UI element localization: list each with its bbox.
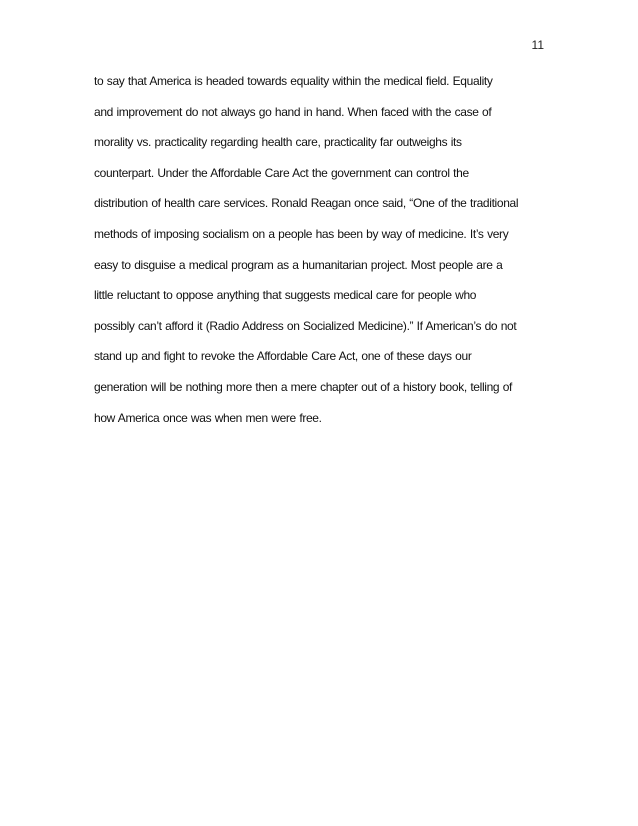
body-paragraph: [94, 68, 554, 435]
text-line: methods of imposing socialism on a people has been by way of medicine. It’s very: [94, 226, 509, 241]
text-line: little reluctant to oppose anything that suggests medical care for people who: [94, 288, 477, 303]
text-line: morality vs. practicality regarding health care, practicality far outweighs its: [94, 135, 462, 150]
page-number: 11: [531, 38, 544, 52]
text-line: easy to disguise a medical program as a humanitarian project. Most people are a: [94, 257, 503, 272]
text-line: stand up and fight to revoke the Affordable Care Act, one of these days our: [94, 349, 472, 364]
text-line: possibly can’t afford it (Radio Address on Socialized Medicine).” If American’s do not: [94, 318, 517, 333]
text-line: how America once was when men were free.: [94, 410, 322, 425]
text-line: and improvement do not always go hand in hand. When faced with the case of: [94, 104, 492, 119]
text-line: generation will be nothing more then a mere chapter out of a history book, telling of: [94, 379, 513, 394]
text-line: counterpart. Under the Affordable Care Act the government can control the: [94, 165, 469, 180]
text-line: to say that America is headed towards equality within the medical field. Equality: [94, 74, 493, 88]
text-line: distribution of health care services. Ronald Reagan once said, “One of the traditional: [94, 196, 519, 211]
